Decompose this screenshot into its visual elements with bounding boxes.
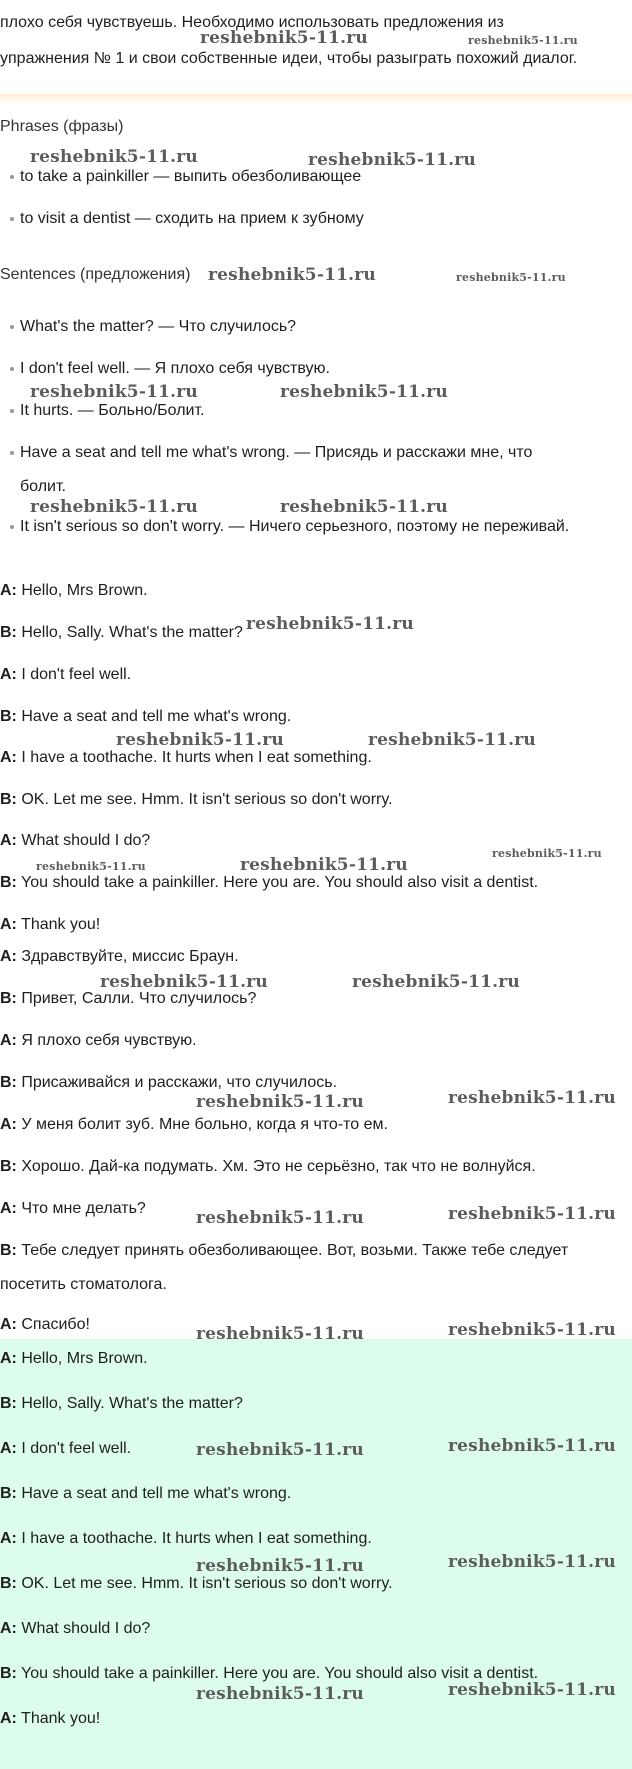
dialog-ru-line-continuation: посетить стоматолога. xyxy=(0,1276,167,1293)
dialog-ru-line: A: У меня болит зуб. Мне больно, когда я что-то ем. xyxy=(0,1116,388,1133)
watermark: reshebnik5-11.ru xyxy=(448,1552,616,1572)
dialog-green-line: B: OK. Let me see. Hmm. It isn't serious so don't worry. xyxy=(0,1575,393,1592)
bullet-icon xyxy=(10,367,14,371)
bullet-icon xyxy=(10,217,14,221)
section-divider xyxy=(0,94,632,104)
watermark: reshebnik5-11.ru xyxy=(468,34,578,47)
watermark: reshebnik5-11.ru xyxy=(200,28,368,48)
dialog-green-line: B: You should take a painkiller. Here you are. You should also visit a dentist. xyxy=(0,1665,539,1682)
dialog-en-line: A: I have a toothache. It hurts when I eat something. xyxy=(0,749,372,766)
dialog-en-line: A: Thank you! xyxy=(0,916,101,933)
watermark: reshebnik5-11.ru xyxy=(456,271,566,284)
watermark: reshebnik5-11.ru xyxy=(196,1324,364,1344)
sentence-item: It isn't serious so don't worry. — Ничего серьезного, поэтому не переживай. xyxy=(20,518,569,536)
watermark: reshebnik5-11.ru xyxy=(308,150,476,170)
dialog-green-line: B: Have a seat and tell me what's wrong. xyxy=(0,1485,292,1502)
dialog-green-line: A: Hello, Mrs Brown. xyxy=(0,1350,148,1367)
bullet-icon xyxy=(10,451,14,455)
watermark: reshebnik5-11.ru xyxy=(448,1320,616,1340)
dialog-ru-line: A: Спасибо! xyxy=(0,1316,90,1333)
sentences-heading: Sentences (предложения) xyxy=(0,266,191,283)
watermark: reshebnik5-11.ru xyxy=(100,972,268,992)
dialog-ru-line: A: Здравствуйте, миссис Браун. xyxy=(0,948,239,965)
watermark: reshebnik5-11.ru xyxy=(30,147,198,167)
dialog-en-line: B: Have a seat and tell me what's wrong. xyxy=(0,708,292,725)
dialog-en-line: B: OK. Let me see. Hmm. It isn't serious so don't worry. xyxy=(0,791,393,808)
dialog-green-line: B: Hello, Sally. What's the matter? xyxy=(0,1395,243,1412)
watermark: reshebnik5-11.ru xyxy=(240,855,408,875)
phrases-heading: Phrases (фразы) xyxy=(0,118,124,135)
sentence-item: I don't feel well. — Я плохо себя чувствую. xyxy=(20,360,330,378)
watermark: reshebnik5-11.ru xyxy=(492,847,602,860)
watermark: reshebnik5-11.ru xyxy=(280,497,448,517)
phrase-item: to visit a dentist — сходить на прием к зубному xyxy=(20,210,364,228)
bullet-icon xyxy=(10,325,14,329)
watermark: reshebnik5-11.ru xyxy=(30,382,198,402)
dialog-ru-line: B: Тебе следует принять обезболивающее. Вот, возьми. Также тебе следует xyxy=(0,1242,569,1259)
intro-line-2: упражнения № 1 и свои собственные идеи, чтобы разыграть похожий диалог. xyxy=(0,50,578,67)
dialog-ru-line: B: Хорошо. Дай-ка подумать. Хм. Это не серьёзно, так что не волнуйся. xyxy=(0,1158,536,1175)
dialog-en-line: B: You should take a painkiller. Here you are. You should also visit a dentist. xyxy=(0,874,539,891)
sentence-item: What's the matter? — Что случилось? xyxy=(20,318,296,336)
dialog-en-line: A: Hello, Mrs Brown. xyxy=(0,582,148,599)
dialog-en-line: A: What should I do? xyxy=(0,832,151,849)
watermark: reshebnik5-11.ru xyxy=(36,860,146,873)
watermark: reshebnik5-11.ru xyxy=(196,1556,364,1576)
dialog-ru-line: A: Что мне делать? xyxy=(0,1200,146,1217)
watermark: reshebnik5-11.ru xyxy=(196,1208,364,1228)
watermark: reshebnik5-11.ru xyxy=(208,265,376,285)
dialog-ru-line: B: Присаживайся и расскажи, что случилось. xyxy=(0,1074,338,1091)
dialog-green-line: A: What should I do? xyxy=(0,1620,151,1637)
sentence-item: Have a seat and tell me what's wrong. — Присядь и расскажи мне, что xyxy=(20,444,532,462)
dialog-green-line: A: I have a toothache. It hurts when I eat something. xyxy=(0,1530,372,1547)
bullet-icon xyxy=(10,409,14,413)
intro-line-1: плохо себя чувствуешь. Необходимо использовать предложения из xyxy=(0,14,504,31)
watermark: reshebnik5-11.ru xyxy=(368,730,536,750)
dialog-ru-line: B: Привет, Салли. Что случилось? xyxy=(0,990,257,1007)
dialog-en-line: B: Hello, Sally. What's the matter? xyxy=(0,624,243,641)
dialog-en-line: A: I don't feel well. xyxy=(0,666,132,683)
watermark: reshebnik5-11.ru xyxy=(116,730,284,750)
sentence-item-continuation: болит. xyxy=(20,478,66,495)
watermark: reshebnik5-11.ru xyxy=(196,1440,364,1460)
watermark: reshebnik5-11.ru xyxy=(30,497,198,517)
sentence-item: It hurts. — Больно/Болит. xyxy=(20,402,204,420)
watermark: reshebnik5-11.ru xyxy=(280,382,448,402)
watermark: reshebnik5-11.ru xyxy=(196,1684,364,1704)
watermark: reshebnik5-11.ru xyxy=(448,1088,616,1108)
bullet-icon xyxy=(10,175,14,179)
watermark: reshebnik5-11.ru xyxy=(448,1680,616,1700)
dialog-green-line: A: Thank you! xyxy=(0,1710,101,1727)
watermark: reshebnik5-11.ru xyxy=(246,614,414,634)
dialog-green-line: A: I don't feel well. xyxy=(0,1440,132,1457)
watermark: reshebnik5-11.ru xyxy=(448,1436,616,1456)
bullet-icon xyxy=(10,525,14,529)
watermark: reshebnik5-11.ru xyxy=(448,1204,616,1224)
watermark: reshebnik5-11.ru xyxy=(352,972,520,992)
phrase-item: to take a painkiller — выпить обезболивающее xyxy=(20,168,361,186)
dialog-ru-line: A: Я плохо себя чувствую. xyxy=(0,1032,197,1049)
watermark: reshebnik5-11.ru xyxy=(196,1092,364,1112)
